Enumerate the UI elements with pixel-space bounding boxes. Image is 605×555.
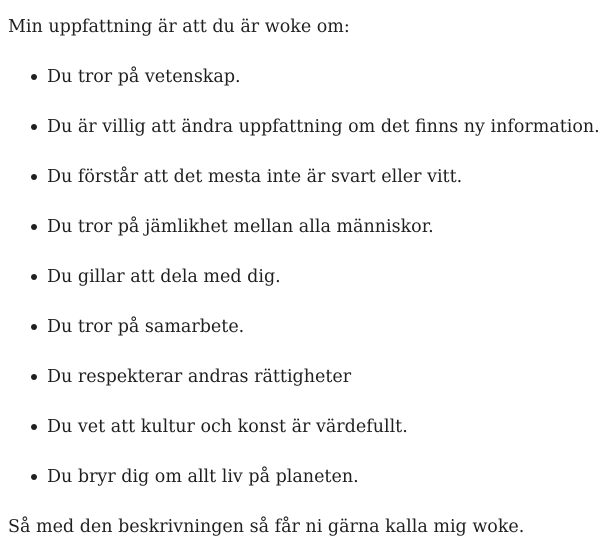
- list-item-text: Du tror på jämlikhet mellan alla människor.: [47, 217, 434, 237]
- bullet-icon: [31, 424, 37, 430]
- list-item: [47, 267, 600, 317]
- list-item: [47, 67, 600, 117]
- list-item: [47, 417, 600, 467]
- bullet-list: [47, 67, 600, 517]
- list-item-text: Du tror på vetenskap.: [47, 67, 241, 87]
- bullet-icon: [31, 474, 37, 480]
- list-item: [47, 467, 600, 517]
- list-item: [47, 117, 600, 167]
- bullet-icon: [31, 374, 37, 380]
- list-item: [47, 217, 600, 267]
- bullet-icon: [31, 74, 37, 80]
- list-item-text: Du förstår att det mesta inte är svart eller vitt.: [47, 167, 463, 187]
- list-item-text: Du vet att kultur och konst är värdefullt.: [47, 417, 408, 437]
- list-item-text: Du respekterar andras rättigheter: [47, 367, 352, 387]
- list-item: [47, 317, 600, 367]
- bullet-icon: [31, 324, 37, 330]
- bullet-icon: [31, 274, 37, 280]
- bullet-icon: [31, 174, 37, 180]
- bullet-icon: [31, 224, 37, 230]
- list-item: [47, 367, 600, 417]
- bullet-icon: [31, 124, 37, 130]
- outro-paragraph: Så med den beskrivningen så får ni gärna kalla mig woke.: [8, 517, 525, 537]
- list-item: [47, 167, 600, 217]
- list-item-text: Du är villig att ändra uppfattning om det finns ny information.: [47, 117, 600, 137]
- list-item-text: Du tror på samarbete.: [47, 317, 245, 337]
- list-item-text: Du gillar att dela med dig.: [47, 267, 281, 287]
- intro-paragraph: Min uppfattning är att du är woke om:: [8, 17, 350, 37]
- list-item-text: Du bryr dig om allt liv på planeten.: [47, 467, 359, 487]
